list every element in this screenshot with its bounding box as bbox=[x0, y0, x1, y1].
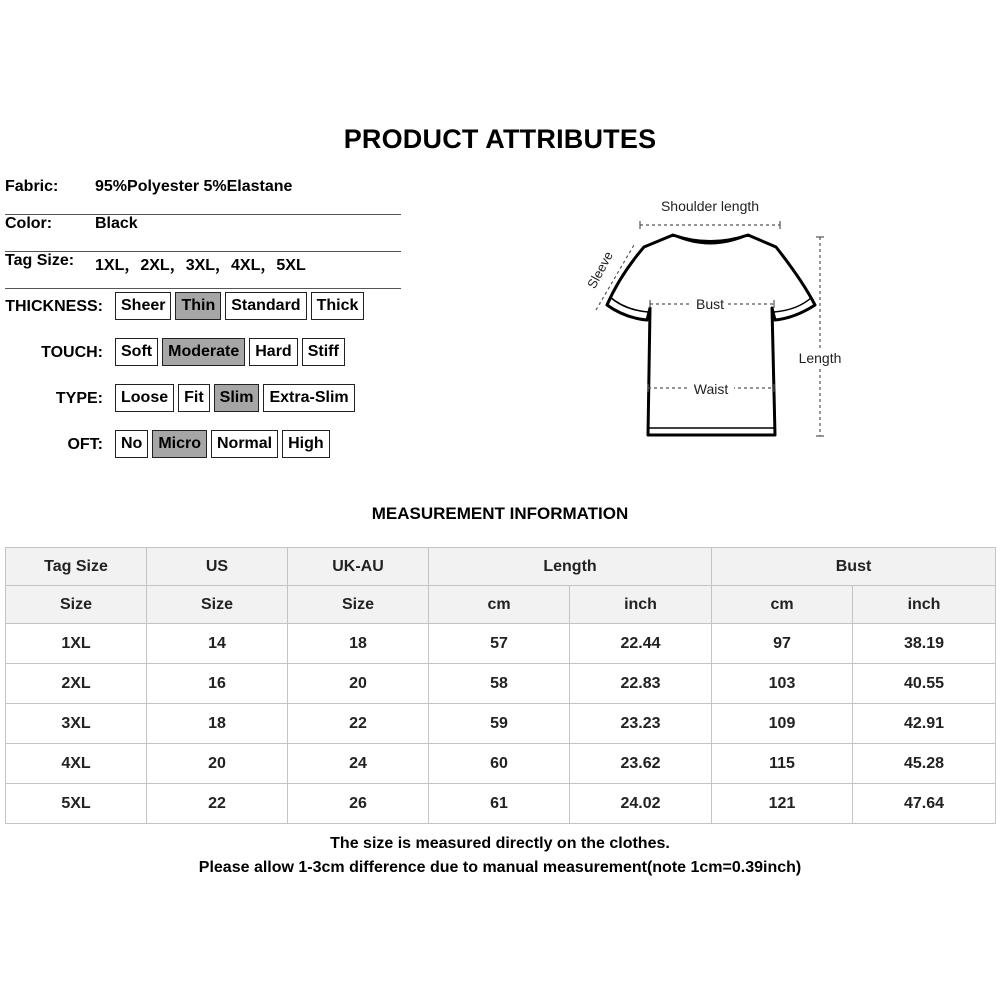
waist-label: Waist bbox=[693, 381, 729, 397]
table-row bbox=[6, 784, 996, 824]
note-measurement: The size is measured directly on the clothes. bbox=[330, 835, 670, 852]
option-chip[interactable]: No bbox=[115, 430, 148, 458]
attr-label: Color: bbox=[5, 215, 53, 232]
attr-label: Tag Size: bbox=[5, 252, 75, 269]
table-cell: 58 bbox=[429, 664, 570, 704]
option-chip[interactable]: Thick bbox=[311, 292, 365, 320]
option-label: TYPE: bbox=[55, 390, 103, 407]
option-chip[interactable]: Moderate bbox=[162, 338, 245, 366]
option-chip[interactable]: Stiff bbox=[302, 338, 345, 366]
option-label: TOUCH: bbox=[41, 344, 103, 361]
table-cell: 38.19 bbox=[853, 624, 996, 664]
option-group bbox=[115, 338, 345, 366]
table-cell: 121 bbox=[712, 784, 853, 824]
table-cell: 97 bbox=[712, 624, 853, 664]
table-cell: 20 bbox=[288, 664, 429, 704]
option-chip[interactable]: Standard bbox=[225, 292, 306, 320]
table-cell: 18 bbox=[147, 704, 288, 744]
table-cell: 2XL bbox=[6, 664, 147, 704]
table-cell: 115 bbox=[712, 744, 853, 784]
column-subheader: Size bbox=[288, 586, 429, 624]
option-label: OFT: bbox=[67, 436, 103, 453]
attr-row-fabric bbox=[5, 178, 401, 215]
table-row bbox=[6, 624, 996, 664]
table-cell: 40.55 bbox=[853, 664, 996, 704]
table-cell: 4XL bbox=[6, 744, 147, 784]
table-cell: 23.23 bbox=[570, 704, 712, 744]
option-chip[interactable]: Sheer bbox=[115, 292, 171, 320]
option-chip[interactable]: High bbox=[282, 430, 330, 458]
table-sub-header-row bbox=[6, 586, 996, 624]
table-cell: 26 bbox=[288, 784, 429, 824]
option-chip[interactable]: Hard bbox=[249, 338, 297, 366]
attr-value: 1XL，2XL，3XL，4XL，5XL bbox=[95, 257, 306, 274]
table-cell: 14 bbox=[147, 624, 288, 664]
option-chip[interactable]: Micro bbox=[152, 430, 207, 458]
table-cell: 22.44 bbox=[570, 624, 712, 664]
tshirt-measurement-diagram bbox=[580, 190, 850, 450]
column-subheader: inch bbox=[853, 586, 996, 624]
option-group bbox=[115, 384, 355, 412]
shoulder-length-label: Shoulder length bbox=[660, 198, 760, 214]
page-title: PRODUCT ATTRIBUTES bbox=[343, 124, 657, 154]
option-chip[interactable]: Fit bbox=[178, 384, 210, 412]
option-chip[interactable]: Loose bbox=[115, 384, 174, 412]
table-row bbox=[6, 744, 996, 784]
option-chip[interactable]: Thin bbox=[175, 292, 221, 320]
table-row bbox=[6, 664, 996, 704]
tshirt-outline-icon bbox=[607, 235, 815, 435]
table-cell: 45.28 bbox=[853, 744, 996, 784]
option-chip[interactable]: Normal bbox=[211, 430, 278, 458]
option-chip[interactable]: Slim bbox=[214, 384, 260, 412]
attr-row-tag-size bbox=[5, 252, 401, 289]
column-header: US bbox=[147, 548, 288, 586]
option-group bbox=[115, 430, 330, 458]
table-cell: 20 bbox=[147, 744, 288, 784]
bust-label: Bust bbox=[695, 296, 725, 312]
column-subheader: cm bbox=[712, 586, 853, 624]
table-cell: 22.83 bbox=[570, 664, 712, 704]
column-header: Bust bbox=[712, 548, 996, 586]
table-cell: 22 bbox=[288, 704, 429, 744]
table-cell: 18 bbox=[288, 624, 429, 664]
table-cell: 109 bbox=[712, 704, 853, 744]
column-subheader: Size bbox=[147, 586, 288, 624]
table-cell: 16 bbox=[147, 664, 288, 704]
table-cell: 24.02 bbox=[570, 784, 712, 824]
table-cell: 3XL bbox=[6, 704, 147, 744]
column-header: Tag Size bbox=[6, 548, 147, 586]
column-subheader: cm bbox=[429, 586, 570, 624]
measurement-table bbox=[5, 547, 996, 824]
table-cell: 60 bbox=[429, 744, 570, 784]
table-cell: 42.91 bbox=[853, 704, 996, 744]
attr-value: 95%Polyester 5%Elastane bbox=[95, 178, 293, 195]
attr-label: Fabric: bbox=[5, 178, 59, 195]
table-cell: 103 bbox=[712, 664, 853, 704]
note-tolerance: Please allow 1-3cm difference due to manual measurement(note 1cm=0.39inch) bbox=[198, 859, 802, 876]
option-chip[interactable]: Extra-Slim bbox=[263, 384, 354, 412]
table-cell: 57 bbox=[429, 624, 570, 664]
table-cell: 5XL bbox=[6, 784, 147, 824]
table-cell: 1XL bbox=[6, 624, 147, 664]
column-subheader: Size bbox=[6, 586, 147, 624]
table-cell: 47.64 bbox=[853, 784, 996, 824]
table-cell: 59 bbox=[429, 704, 570, 744]
table-cell: 24 bbox=[288, 744, 429, 784]
option-label: THICKNESS: bbox=[5, 298, 103, 315]
column-subheader: inch bbox=[570, 586, 712, 624]
table-cell: 23.62 bbox=[570, 744, 712, 784]
column-header: UK-AU bbox=[288, 548, 429, 586]
table-cell: 61 bbox=[429, 784, 570, 824]
measurement-title: MEASUREMENT INFORMATION bbox=[371, 504, 629, 523]
table-cell: 22 bbox=[147, 784, 288, 824]
table-group-header-row bbox=[6, 548, 996, 586]
column-header: Length bbox=[429, 548, 712, 586]
option-group bbox=[115, 292, 364, 320]
sleeve-label: Sleeve bbox=[584, 248, 616, 291]
length-label: Length bbox=[798, 350, 842, 366]
attr-row-color bbox=[5, 215, 401, 252]
table-row bbox=[6, 704, 996, 744]
attr-value: Black bbox=[95, 215, 138, 232]
option-chip[interactable]: Soft bbox=[115, 338, 158, 366]
